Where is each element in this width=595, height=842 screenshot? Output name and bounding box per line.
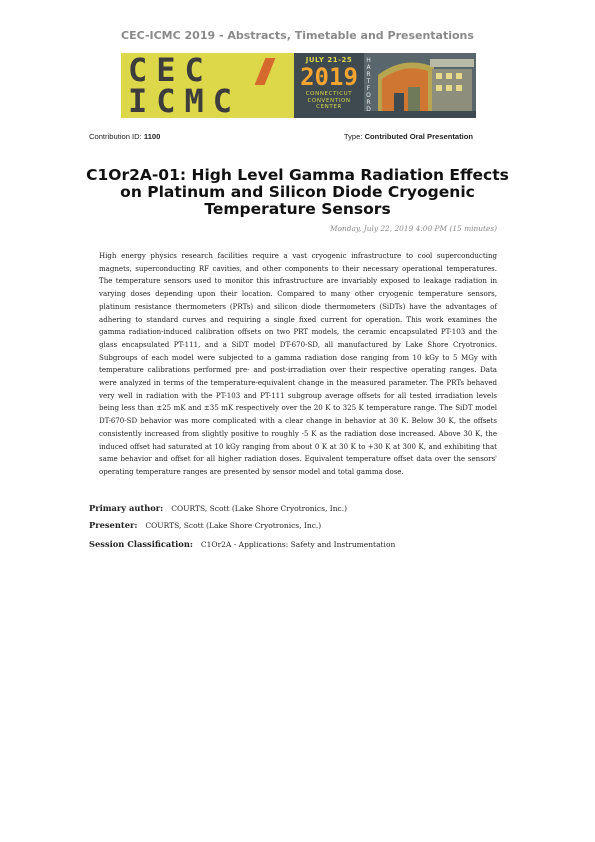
presenter <box>89 520 321 530</box>
contribution-id-value: 1100 <box>143 132 161 141</box>
banner-city-letter: D <box>366 106 371 113</box>
conference-banner <box>121 53 476 118</box>
primary-author-value: COURTS, Scott (Lake Shore Cryotronics, Inc.) <box>171 504 348 513</box>
session-classification-label: Session Classification: <box>89 539 193 549</box>
contribution-type-label: Type: <box>343 132 363 141</box>
session-date: Monday, July 22, 2019 4:00 PM (15 minutes) <box>329 224 497 233</box>
presenter-label: Presenter: <box>89 520 138 530</box>
banner-dates: JULY 21-25 <box>305 56 353 64</box>
banner-year: 2019 <box>300 63 358 91</box>
banner-city-letter: H <box>366 57 371 64</box>
banner-venue <box>297 91 361 111</box>
contribution-id <box>89 132 160 141</box>
banner-venue-line: CONNECTICUT <box>305 91 353 97</box>
banner-venue-line: CENTER <box>316 104 342 110</box>
session-classification-value: C1Or2A - Applications: Safety and Instrumentation <box>200 540 396 549</box>
banner-city-letter: T <box>366 78 371 85</box>
presenter-value: COURTS, Scott (Lake Shore Cryotronics, Inc.) <box>145 521 322 530</box>
banner-logo-icmc: ICMC <box>128 82 242 118</box>
contribution-type <box>344 132 473 141</box>
contribution-type-value: Contributed Oral Presentation <box>364 132 473 141</box>
primary-author-label: Primary author: <box>89 503 164 513</box>
paper-title: C1Or2A-01: High Level Gamma Radiation Effects on Platinum and Silicon Diode Cryogenic Temperature Sensors <box>86 166 509 218</box>
banner-logo-cec: CEC <box>128 53 213 89</box>
banner-city-letter: R <box>366 71 371 78</box>
primary-author <box>89 503 347 513</box>
banner-city-letter: A <box>366 64 371 71</box>
session-classification <box>89 539 395 549</box>
skyline-illustration <box>364 53 476 118</box>
page-header-title: CEC-ICMC 2019 - Abstracts, Timetable and Presentations <box>121 29 474 42</box>
banner-city-letter: O <box>366 92 371 99</box>
banner-city <box>365 57 372 113</box>
banner-skyline-panel <box>364 53 476 118</box>
contribution-id-label: Contribution ID: <box>89 132 142 141</box>
banner-city-letter: F <box>366 85 371 92</box>
abstract-text: High energy physics research facilities require a vast cryogenic infrastructure to cool superconducting magnets, superconducting RF cavities, and other components to their necessary operational temperatures. The temperature sensors used to monitor this infrastructure are invariably exposed to leakage radiation in varying doses depending upon their location. Compared to many other cryogenic temperature sensors, platinum resistance thermometers (PRTs) and silicon diode thermometers (SiDTs) have the advantages of adhering to standard curves and requiring a single fixed current for operation. This work examines the gamma radiation-induced calibration offsets on two PRT models, the ceramic encapsulated PT-103 and the glass encapsulated PT-111, and a SiDT model DT-670-SD, all manufactured by Lake Shore Cryotronics. Subgroups of each model were subjected to a gamma radiation dose ranging from 10 kGy to 5 MGy with temperature calibrations performed pre- and post-irradiation over their respective operating ranges. Data were analyzed in terms of the temperature-equivalent change in the measured parameter. The PRTs behaved very well in radiation with the PT-103 and PT-111 subgroup average offsets for all tested irradiation levels being less than ±25 mK and ±35 mK respectively over the 20 K to 325 K temperature range. The SiDT model DT-670-SD behavior was more complicated with a clear change in behavior at 30 K. Below 30 K, the offsets consistently increased from slightly positive to roughly -5 K as the radiation dose increased. Above 30 K, the induced offset had saturated at 10 kGy ranging from about 0 K at 30 K to +30 K at 300 K, and exhibiting that same behavior and offset for all higher radiation doses. Equivalent temperature offset data over the sensors' operating temperature ranges are presented by sensor model and total gamma dose. <box>99 251 497 476</box>
banner-city-letter: R <box>366 99 371 106</box>
banner-venue-line: CONVENTION <box>307 97 351 104</box>
